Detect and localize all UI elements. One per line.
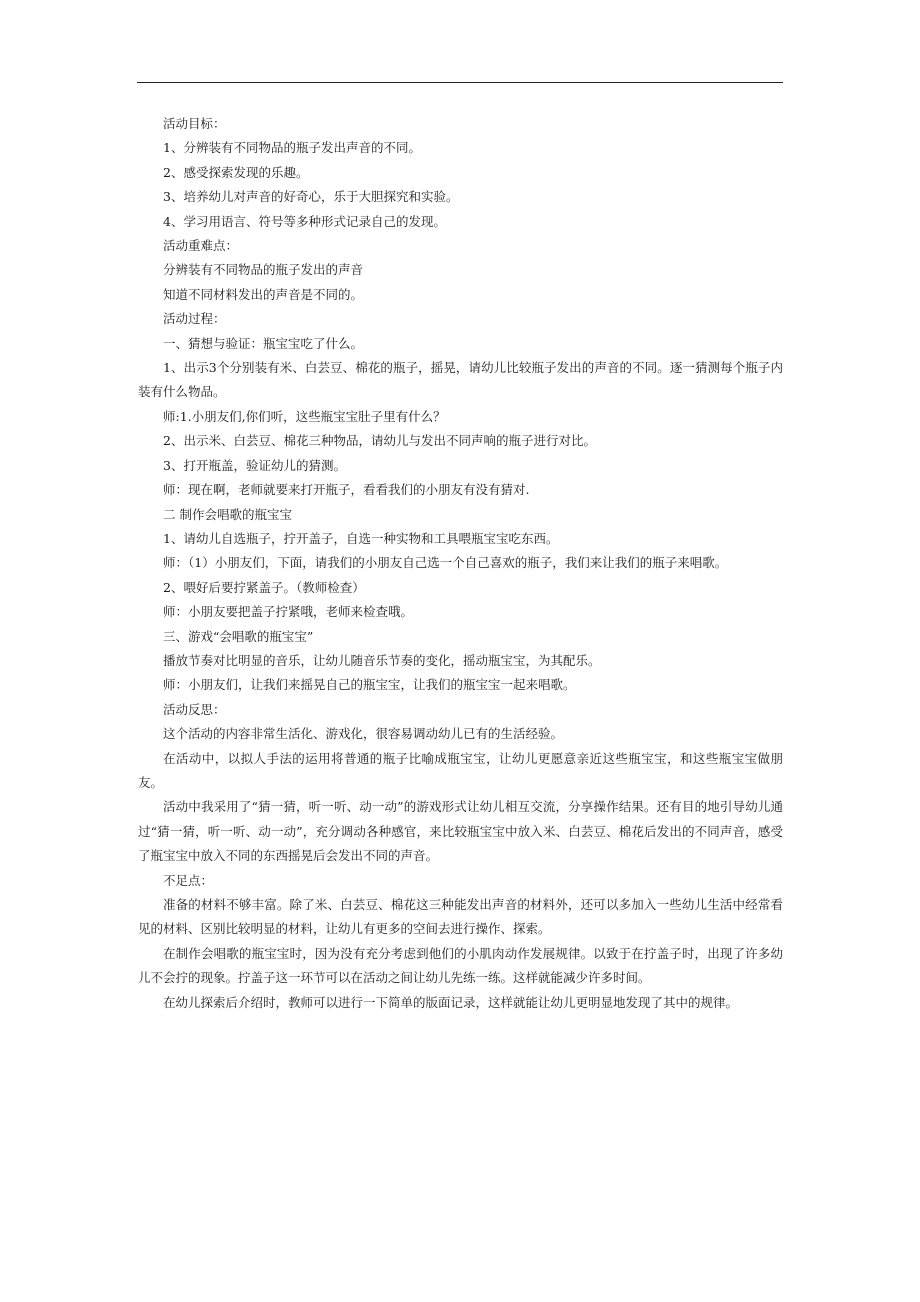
paragraph: 2、出示米、白芸豆、棉花三种物品，请幼儿与发出不同声响的瓶子进行对比。: [163, 433, 596, 449]
paragraph: 知道不同材料发出的声音是不同的。: [163, 286, 364, 302]
document-body: [138, 112, 783, 1015]
paragraph: 不足点：: [163, 872, 214, 888]
header-rule: [137, 82, 783, 83]
paragraph: 播放节奏对比明显的音乐，让幼儿随音乐节奏的变化，摇动瓶宝宝，为其配乐。: [163, 652, 601, 668]
paragraph: 活动中我采用了“猜一猜，听一听、动一动”的游戏形式让幼儿相互交流，分享操作结果。还有目的地引导幼儿通过“猜一猜，听一听、动一动”，充分调动各种感官，来比较瓶宝宝中放入米、白芸豆、棉花后发出的不同声音，感受了瓶宝宝中放入不同的东西摇晃后会发出不同的声音。: [138, 799, 783, 864]
paragraph: 活动目标：: [163, 116, 226, 131]
paragraph: 在幼儿探索后介绍时，教师可以进行一下简单的版面记录，这样就能让幼儿更明显地发现了其中的规律。: [163, 994, 739, 1010]
paragraph: 在活动中，以拟人手法的运用将普通的瓶子比喻成瓶宝宝，让幼儿更愿意亲近这些瓶宝宝，和这些瓶宝宝做朋友。: [138, 750, 783, 790]
paragraph: 二 制作会唱歌的瓶宝宝: [163, 506, 292, 522]
paragraph: 师：（1）小朋友们，下面，请我们的小朋友自己选一个自己喜欢的瓶子，我们来让我们的瓶子来唱歌。: [163, 555, 728, 571]
paragraph: 1、分辨装有不同物品的瓶子发出声音的不同。: [163, 140, 421, 156]
paragraph: 4、学习用语言、符号等多种形式记录自己的发现。: [163, 213, 446, 229]
paragraph: 这个活动的内容非常生活化、游戏化，很容易调动幼儿已有的生活经验。: [163, 726, 564, 742]
paragraph: 1、出示3个分别装有米、白芸豆、棉花的瓶子，摇晃，请幼儿比较瓶子发出的声音的不同。逐一猜测每个瓶子内装有什么物品。: [138, 360, 783, 400]
paragraph: 活动过程：: [163, 311, 226, 327]
paragraph: 在制作会唱歌的瓶宝宝时，因为没有充分考虑到他们的小肌肉动作发展规律。以致于在拧盖子时，出现了许多幼儿不会拧的现象。拧盖子这一环节可以在活动之间让幼儿先练一练。这样就能减少许多时间。: [138, 945, 783, 986]
paragraph: 2、喂好后要拧紧盖子。（教师检查）: [163, 579, 365, 595]
paragraph: 师:1.小朋友们,你们听，这些瓶宝宝肚子里有什么？: [163, 408, 446, 424]
paragraph: 3、培养幼儿对声音的好奇心，乐于大胆探究和实验。: [163, 189, 459, 205]
paragraph: 师：小朋友要把盖子拧紧哦，老师来检查哦。: [163, 604, 414, 620]
paragraph: 一、猜想与验证：瓶宝宝吃了什么。: [163, 335, 364, 351]
paragraph: 师：现在啊，老师就要来打开瓶子，看看我们的小朋友有没有猜对.: [163, 482, 530, 498]
paragraph: 活动反思：: [163, 701, 226, 717]
paragraph: 2、感受探索发现的乐趣。: [163, 164, 309, 180]
paragraph: 三、游戏“会唱歌的瓶宝宝”: [163, 628, 314, 644]
paragraph: 师：小朋友们，让我们来摇晃自己的瓶宝宝，让我们的瓶宝宝一起来唱歌。: [163, 677, 576, 693]
paragraph: 分辨装有不同物品的瓶子发出的声音: [163, 262, 364, 278]
paragraph: 活动重难点：: [163, 238, 239, 254]
paragraph: 1、请幼儿自选瓶子，拧开盖子，自选一种实物和工具喂瓶宝宝吃东西。: [163, 530, 559, 546]
paragraph: 3、打开瓶盖，验证幼儿的猜测。: [163, 457, 346, 473]
paragraph: 准备的材料不够丰富。除了米、白芸豆、棉花这三种能发出声音的材料外，还可以多加入一些幼儿生活中经常看见的材料、区别比较明显的材料，让幼儿有更多的空间去进行操作、探索。: [138, 897, 783, 937]
